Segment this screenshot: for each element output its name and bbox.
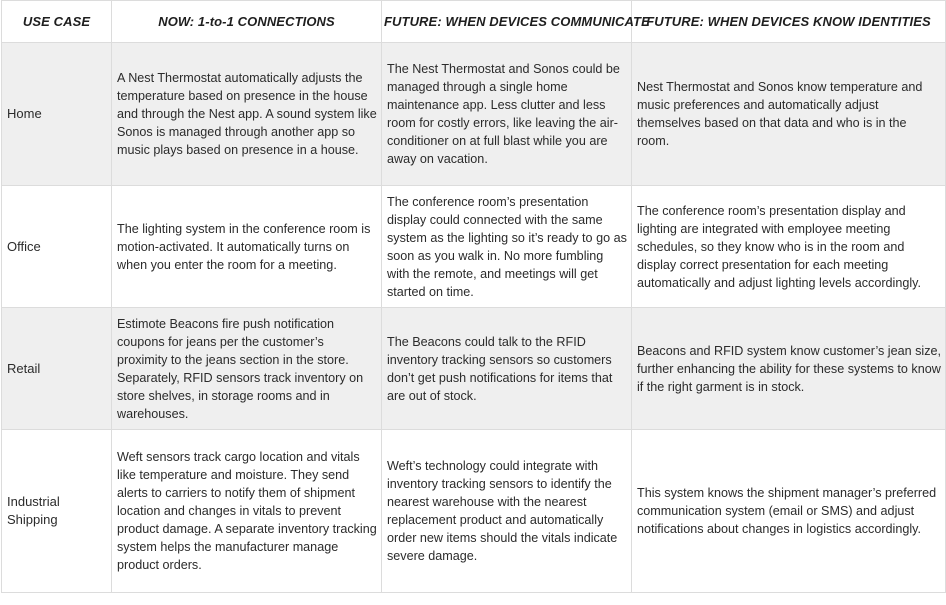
header-use-case: USE CASE [2, 1, 112, 43]
use-case-cell: Office [2, 186, 112, 308]
use-case-cell: Retail [2, 308, 112, 430]
communicate-cell: The Beacons could talk to the RFID inventory tracking sensors so customers don’t get push notifications for items that are out of stock. [382, 308, 632, 430]
now-cell: A Nest Thermostat automatically adjusts the temperature based on presence in the house and through the Nest app. A sound system like Sonos is managed through another app so music plays based on presence in a house. [112, 43, 382, 186]
use-case-cell: Home [2, 43, 112, 186]
now-cell: Estimote Beacons fire push notification coupons for jeans per the customer’s proximity to the jeans section in the store. Separately, RFID sensors track inventory on store shelves, in storage rooms and in warehouses. [112, 308, 382, 430]
header-row [2, 1, 946, 43]
table-row-office [2, 186, 946, 308]
identities-cell: The conference room’s presentation display and lighting are integrated with employee meeting schedules, so they know who is in the room and display correct presentation for each meeting automatically and adjust lighting levels accordingly. [632, 186, 946, 308]
table-row-home [2, 43, 946, 186]
use-case-cell: Industrial Shipping [2, 430, 112, 593]
communicate-cell: Weft’s technology could integrate with inventory tracking sensors to identify the nearest warehouse with the nearest replacement product and automatically order new items should the vitals indicate severe damage. [382, 430, 632, 593]
table-row-industrial-shipping [2, 430, 946, 593]
table-row-retail [2, 308, 946, 430]
now-cell: The lighting system in the conference room is motion-activated. It automatically turns on when you enter the room for a meeting. [112, 186, 382, 308]
communicate-cell: The conference room’s presentation display could connected with the same system as the lighting so it’s ready to go as soon as you walk in. No more fumbling with the remote, and meetings will get started on time. [382, 186, 632, 308]
communicate-cell: The Nest Thermostat and Sonos could be managed through a single home maintenance app. Less clutter and less room for costly errors, like leaving the air-conditioner on at full blast while you are away on vacation. [382, 43, 632, 186]
identities-cell: Nest Thermostat and Sonos know temperature and music preferences and automatically adjust themselves based on that data and who is in the room. [632, 43, 946, 186]
header-now: NOW: 1-to-1 CONNECTIONS [112, 1, 382, 43]
now-cell: Weft sensors track cargo location and vitals like temperature and moisture. They send alerts to carriers to notify them of shipment location and changes in vitals to prevent product damage. A separate inventory tracking system helps the manufacturer manage product orders. [112, 430, 382, 593]
identities-cell: This system knows the shipment manager’s preferred communication system (email or SMS) and adjust notifications about changes in logistics accordingly. [632, 430, 946, 593]
iot-use-case-table [1, 0, 946, 593]
header-future-communicate: FUTURE: WHEN DEVICES COMMUNICATE [382, 1, 632, 43]
identities-cell: Beacons and RFID system know customer’s jean size, further enhancing the ability for these systems to know if the right garment is in stock. [632, 308, 946, 430]
header-future-identities: FUTURE: WHEN DEVICES KNOW IDENTITIES [632, 1, 946, 43]
